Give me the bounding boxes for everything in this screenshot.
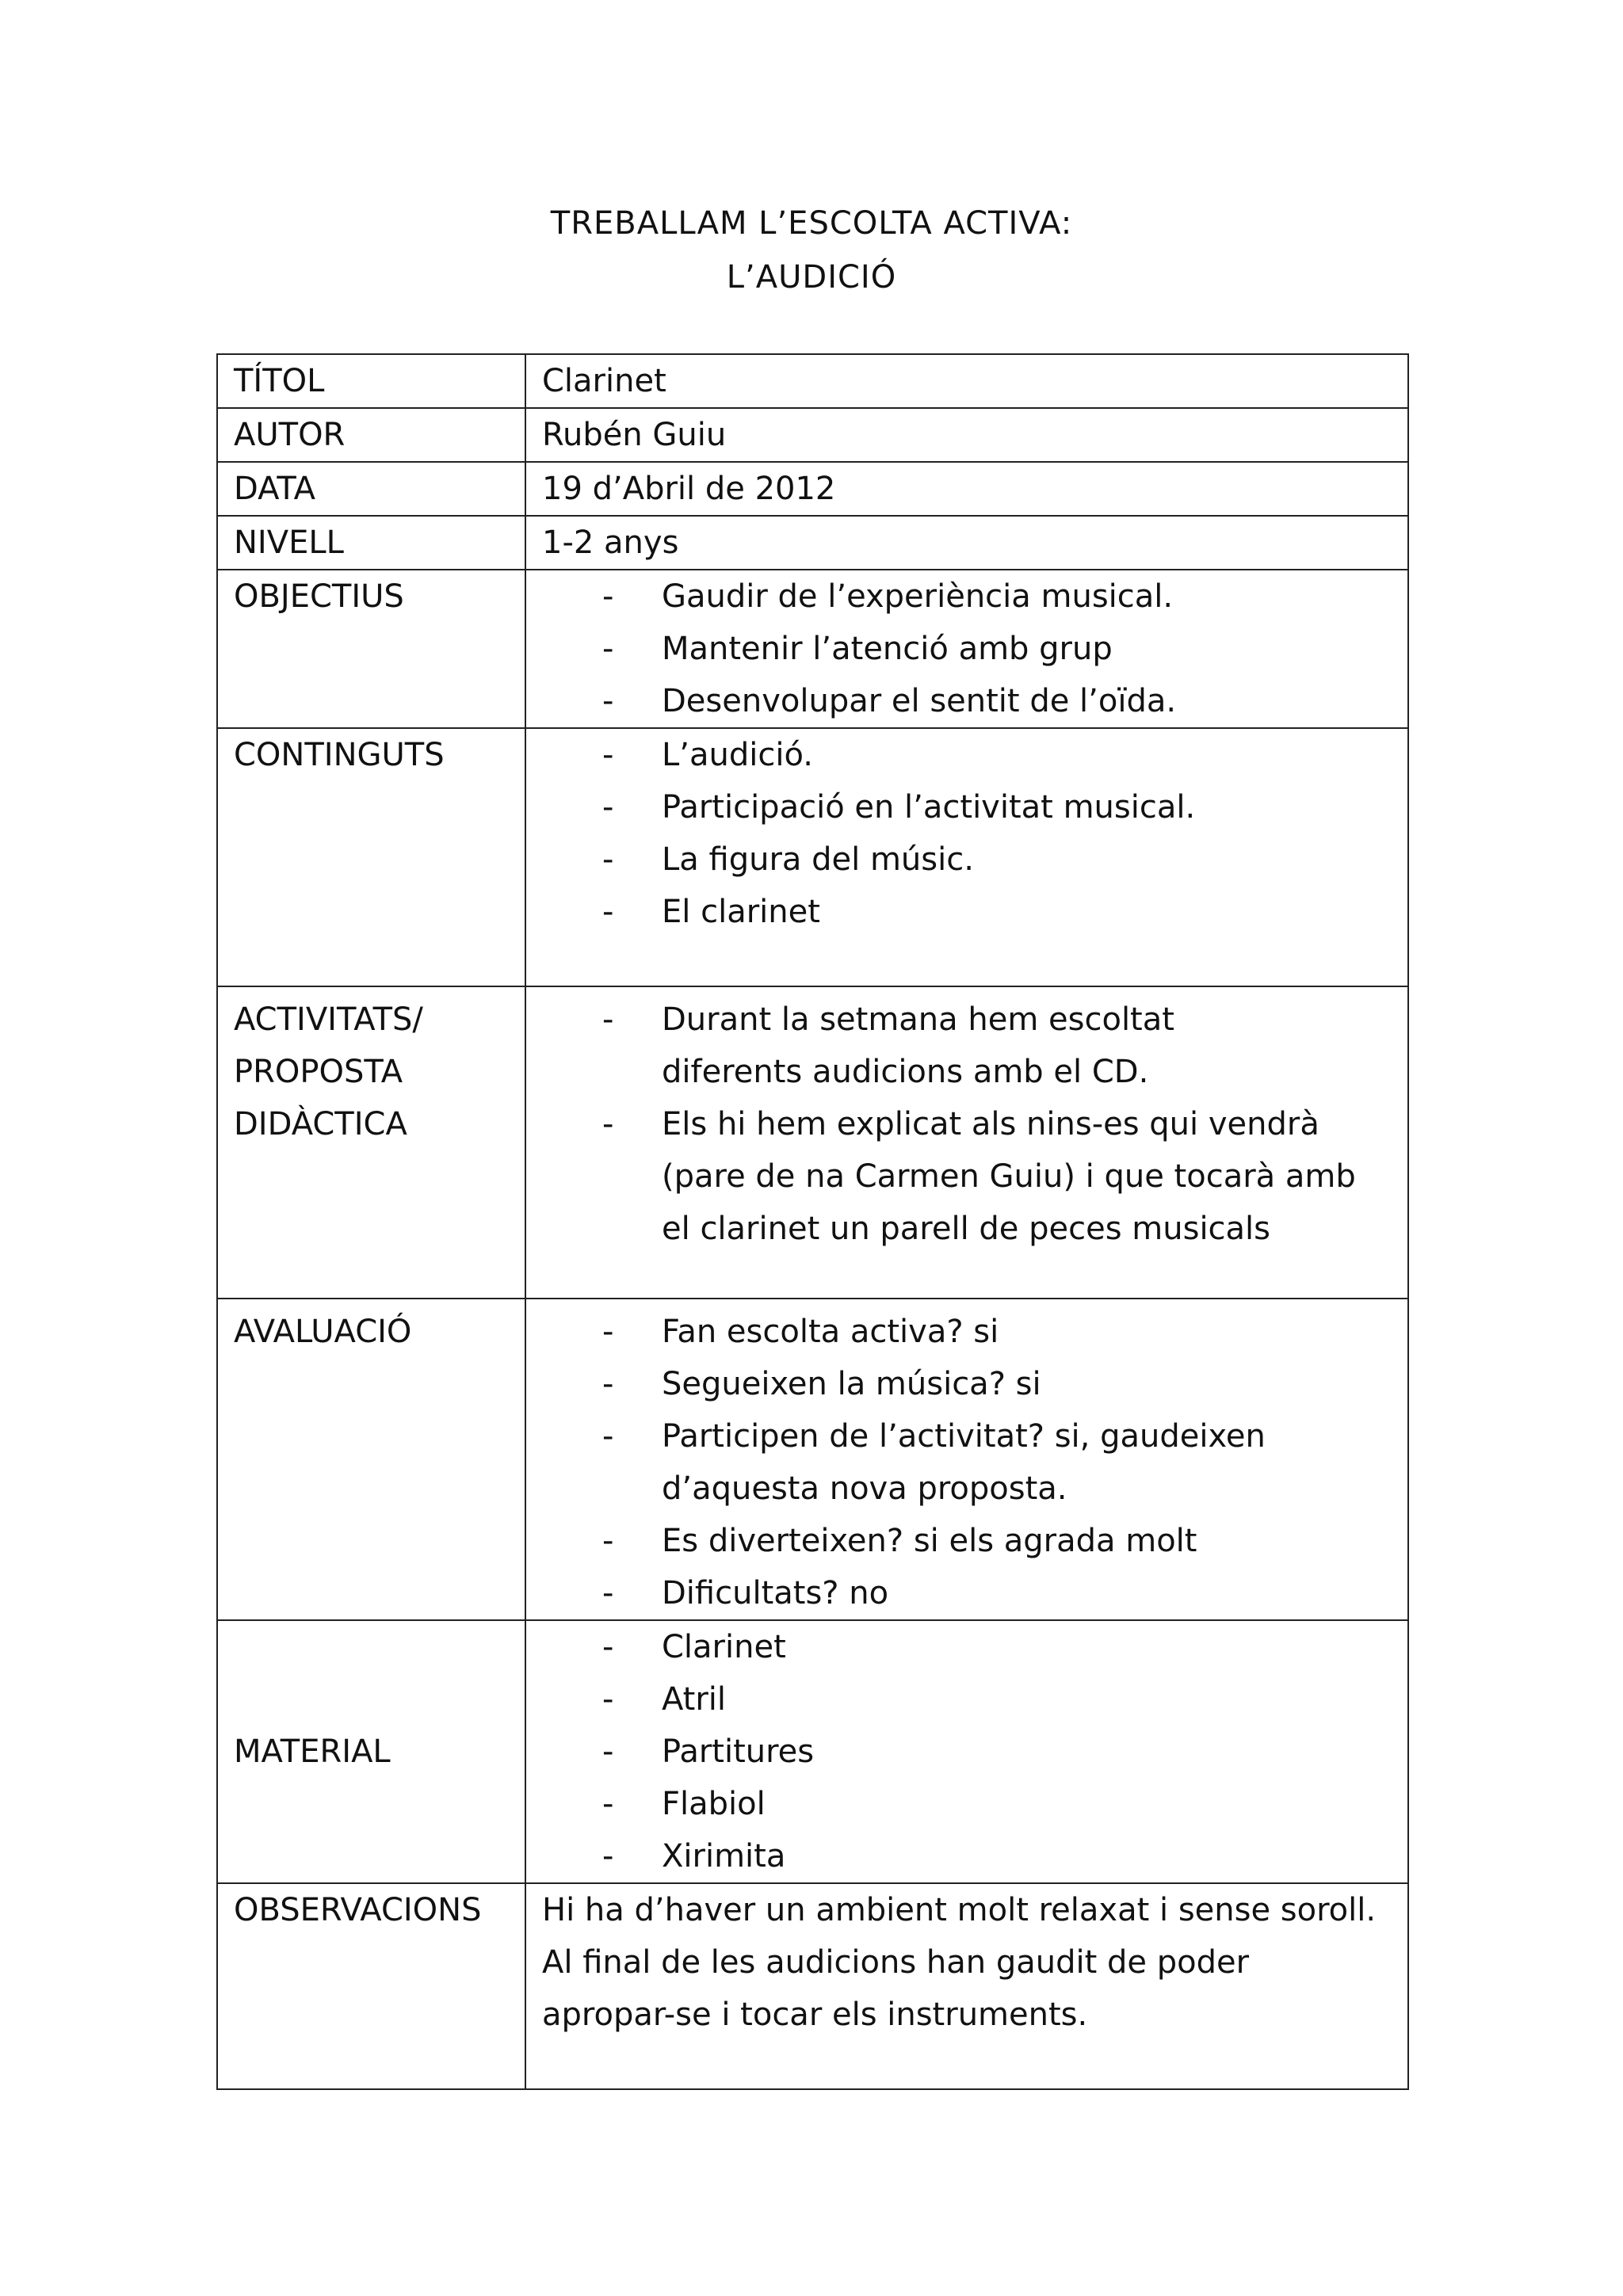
label-data: DATA — [217, 462, 525, 516]
row-nivell — [217, 516, 1408, 570]
row-observacions — [217, 1883, 1408, 2089]
label-avaluacio: AVALUACIÓ — [217, 1299, 525, 1620]
label-objectius: OBJECTIUS — [217, 570, 525, 728]
material-list — [542, 1621, 1407, 1882]
label-autor: AUTOR — [217, 408, 525, 462]
row-avaluacio — [217, 1299, 1408, 1620]
label-nivell: NIVELL — [217, 516, 525, 570]
row-material — [217, 1620, 1408, 1883]
list-item: - Fan escolta activa? si — [602, 1306, 1392, 1358]
document-title — [0, 196, 1623, 304]
activitats-list — [542, 994, 1376, 1255]
value-nivell: 1-2 anys — [525, 516, 1408, 570]
value-material — [525, 1620, 1408, 1883]
list-item: - Segueixen la música? si — [602, 1358, 1392, 1410]
list-item: - Mantenir l’atenció amb grup — [602, 623, 1407, 675]
row-objectius — [217, 570, 1408, 728]
list-item: - Participen de l’activitat? si, gaudeixen d’aquesta nova proposta. — [602, 1410, 1392, 1515]
label-titol: TÍTOL — [217, 354, 525, 408]
label-activitats-line: DIDÀCTICA — [234, 1106, 407, 1142]
label-observacions: OBSERVACIONS — [217, 1883, 525, 2089]
list-item: - Atril — [602, 1673, 1407, 1726]
value-titol: Clarinet — [525, 354, 1408, 408]
list-item: - Clarinet — [602, 1621, 1407, 1673]
label-activitats-line: PROPOSTA — [234, 1054, 403, 1090]
value-avaluacio — [525, 1299, 1408, 1620]
title-line-1: TREBALLAM L’ESCOLTA ACTIVA: — [550, 205, 1073, 242]
row-activitats — [217, 986, 1408, 1299]
list-item: - Dificultats? no — [602, 1567, 1392, 1619]
value-continguts — [525, 728, 1408, 986]
value-data: 19 d’Abril de 2012 — [525, 462, 1408, 516]
title-line-2: L’AUDICIÓ — [726, 259, 897, 296]
list-item: - El clarinet — [602, 886, 1407, 938]
value-objectius — [525, 570, 1408, 728]
continguts-list — [542, 729, 1407, 938]
list-item: - Flabiol — [602, 1778, 1407, 1830]
list-item: - La figura del músic. — [602, 833, 1407, 886]
list-item: - L’audició. — [602, 729, 1407, 781]
row-titol — [217, 354, 1408, 408]
row-data — [217, 462, 1408, 516]
list-item: - Es diverteixen? si els agrada molt — [602, 1515, 1392, 1567]
observacions-line: Hi ha d’haver un ambient molt relaxat i sense soroll. — [542, 1892, 1377, 1928]
row-continguts — [217, 728, 1408, 986]
label-continguts: CONTINGUTS — [217, 728, 525, 986]
list-item: - Els hi hem explicat als nins-es qui vendrà (pare de na Carmen Guiu) i que tocarà amb el clarinet un parell de peces musicals — [602, 1098, 1376, 1255]
label-activitats-line: ACTIVITATS/ — [234, 1001, 423, 1038]
list-item: - Durant la setmana hem escoltat diferents audicions amb el CD. — [602, 994, 1376, 1098]
row-autor — [217, 408, 1408, 462]
value-observacions — [525, 1883, 1408, 2089]
list-item: - Xirimita — [602, 1830, 1407, 1882]
avaluacio-list — [542, 1306, 1392, 1619]
value-activitats — [525, 986, 1408, 1299]
activity-table — [216, 353, 1409, 2090]
list-item: - Participació en l’activitat musical. — [602, 781, 1407, 833]
list-item: - Desenvolupar el sentit de l’oïda. — [602, 675, 1407, 727]
list-item: - Gaudir de l’experiència musical. — [602, 570, 1407, 623]
list-item: - Partitures — [602, 1726, 1407, 1778]
objectius-list — [542, 570, 1407, 727]
value-autor: Rubén Guiu — [525, 408, 1408, 462]
label-material: MATERIAL — [217, 1620, 525, 1883]
label-activitats — [217, 986, 525, 1299]
observacions-line: Al final de les audicions han gaudit de poder apropar-se i tocar els instruments. — [542, 1944, 1250, 2033]
